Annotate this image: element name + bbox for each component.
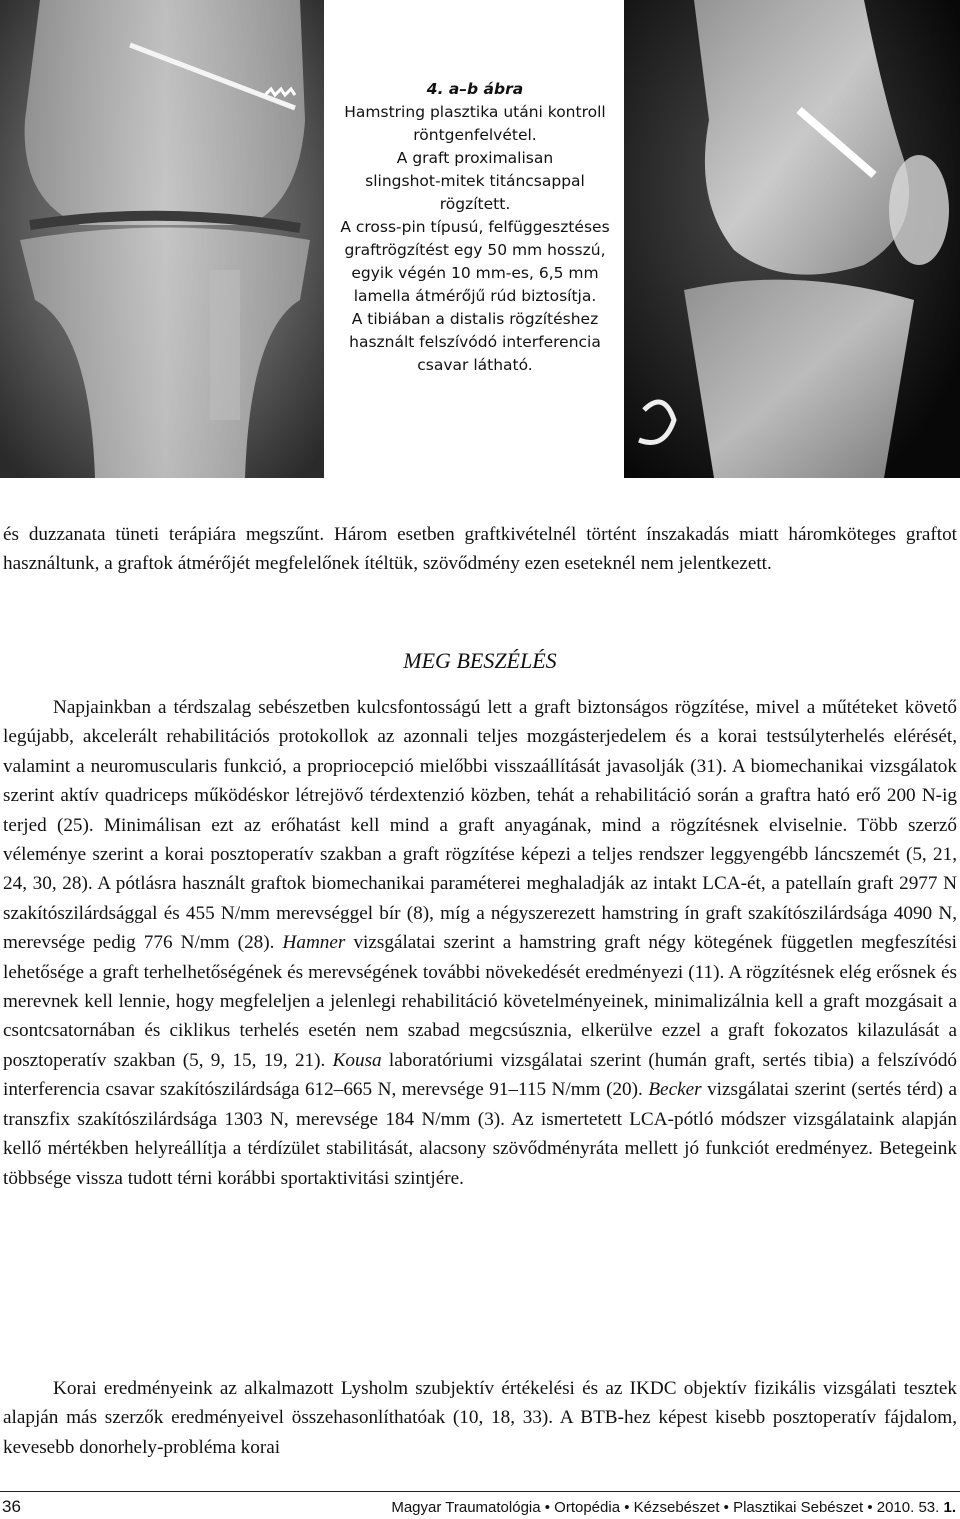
caption-line: csavar látható.	[417, 356, 533, 374]
author-name: Becker	[648, 1079, 702, 1101]
figure-caption	[330, 78, 620, 377]
text-run: vizsgálatai szerint (sertés térd) a transzfix szakítószilárdsága 1303 N, merevsége 184 N/mm (3). Az ismertetett LCA-pótló módszer vizsgálataink alapján kellő mértékben helyreállítja a térdízület stabilitását, alacsony szövődményráta mellett jó funkciót eredményez. Betegeink többsége vissza tudott térni korábbi sportaktivitási szintjére.	[3, 1079, 957, 1189]
caption-line: rögzített.	[439, 195, 511, 213]
caption-line: A cross-pin típusú, felfüggesztéses	[340, 218, 610, 236]
text-run: laboratóriumi vizsgálatai szerint (humán graft, sertés tibia) a felszívódó interferencia csavar szakítószilárdsága 612–665 N, merevsége 91–115 N/mm (20).	[3, 1049, 958, 1101]
journal-issue: 1.	[943, 1499, 956, 1516]
page-number: 36	[2, 1497, 21, 1516]
author-name: Kousa	[332, 1049, 382, 1071]
discussion-paragraph	[3, 693, 957, 1193]
figure-label: 4. a–b ábra	[426, 80, 524, 98]
caption-line: egyik végén 10 mm-es, 6,5 mm	[351, 264, 599, 282]
caption-line: lamella átmérőjű rúd biztosítja.	[353, 287, 597, 305]
xray-image-ap	[0, 0, 324, 478]
caption-line: graftrögzítést egy 50 mm hosszú,	[344, 241, 606, 259]
caption-line: A graft proximalisan	[396, 149, 554, 167]
author-name: Hamner	[282, 932, 346, 954]
journal-name: Magyar Traumatológia • Ortopédia • Kézsebészet • Plasztikai Sebészet • 2010. 53.	[391, 1499, 944, 1516]
paragraph-continued: és duzzanata tüneti terápiára megszűnt. Három esetben graftkivételnél történt ínszakadás miatt háromköteges graftot használtunk, a graftok átmérőjét megfelelőnek ítéltük, szövődmény ezen eseteknél nem jelentkezett.	[3, 524, 957, 575]
journal-footer	[391, 1499, 956, 1516]
section-heading: MEG BESZÉLÉS	[403, 648, 557, 673]
text-run: Napjainkban a térdszalag sebészetben kulcsfontosságú lett a graft biztonságos rögzítése, mivel a műtéteket követő legújabb, akcelerált rehabilitációs protokollok az azonnali teljes mozgásterjedelem és a korai testsúlyterhelés elérését, valamint a neuromuscularis funkció, a propriocepció mielőbbi visszaállítását javasolják (31). A biomechanikai vizsgálatok szerint aktív quadriceps működéskor létrejövő térdextenzió közben, tehát a rehabilitáció során a graftra ható erő 200 N-ig terjed (25). Minimálisan ezt az erőhatást kell mind a graft anyagának, mind a rögzítésnek elviselnie. Több szerző véleménye szerint a korai posztoperatív szakban a graft rögzítése képezi a teljes rendszer leggyengébb láncszemét (5, 21, 24, 30, 28). A pótlásra használt graftok biomechanikai paraméterei meghaladják az intakt LCA-ét, a patellaín graft 2977 N szakítószilárdsággal és 455 N/mm merevséggel bír (8), míg a négyszerezett hamstring ín graft szakítószilárdsága 4090 N, merevsége pedig 776 N/mm (28).	[3, 697, 957, 954]
caption-line: Hamstring plasztika utáni kontroll	[344, 103, 606, 121]
footer-rule	[0, 1491, 960, 1492]
caption-line: röntgenfelvétel.	[413, 126, 537, 144]
results-paragraph: Korai eredményeink az alkalmazott Lysholm szubjektív értékelési és az IKDC objektív fizikális vizsgálati tesztek alapján más szerzők eredményeivel összehasonlíthatóak (10, 18, 33). A BTB-hez képest kisebb posztoperatív fájdalom, kevesebb donorhely-probléma korai	[3, 1378, 957, 1458]
text-run: vizsgálatai szerint a hamstring graft négy kötegének független megfeszítési lehetősége a graft terhelhetőségének és merevségének további növekedését eredményezi (11). A rögzítésnek elég erősnek és merevnek kell lennie, hogy megfeleljen a jelenlegi rehabilitáció követelményeinek, minimalizálnia kell a graft mozgásait a csontcsatornában és ciklikus terhelés esetén nem szabad megcsúsznia, elkerülve ezzel a graft fokozatos kilazulását a posztoperatív szakban (5, 9, 15, 19, 21).	[3, 932, 958, 1071]
xray-image-lateral	[624, 0, 960, 478]
caption-line: slingshot-mitek titáncsappal	[365, 172, 585, 190]
caption-line: használt felszívódó interferencia	[349, 333, 601, 351]
caption-line: A tibiában a distalis rögzítéshez	[351, 310, 599, 328]
